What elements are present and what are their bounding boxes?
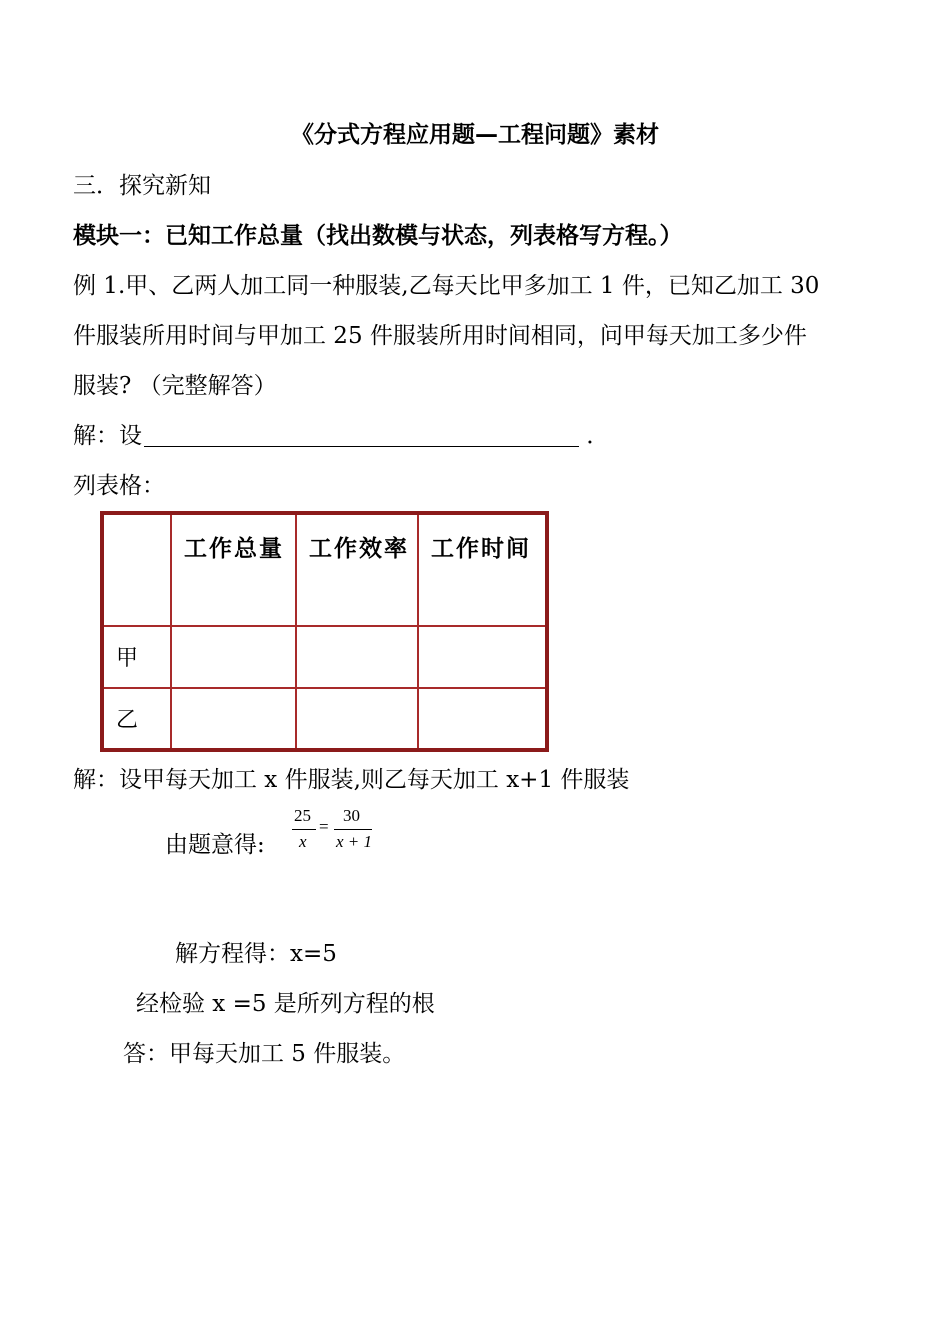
left-denominator: x: [299, 832, 307, 851]
solution-let: 解：设甲每天加工 x 件服装,则乙每天加工 x+1 件服装: [73, 767, 630, 793]
table-header-row: [102, 513, 547, 626]
table-cell[interactable]: [418, 626, 547, 688]
example-line-2: 件服装所用时间与甲加工 25 件服装所用时间相同，问甲每天加工多少件: [73, 323, 807, 349]
table-cell[interactable]: [296, 688, 418, 750]
right-fraction-bar: [334, 829, 372, 830]
setup-line: [73, 421, 609, 451]
by-problem-label: 由题意得:: [165, 832, 265, 858]
header-total-work: 工作总量: [171, 513, 296, 626]
header-corner-cell: [102, 513, 171, 626]
table-row: [102, 688, 547, 750]
page-title: 《分式方程应用题—工程问题》素材: [291, 122, 659, 148]
row-label-jia: 甲: [102, 626, 171, 688]
answer-blank[interactable]: [144, 424, 579, 447]
check-line: 经检验 x =5 是所列方程的根: [136, 991, 435, 1017]
example-line-1: 例 1.甲、乙两人加工同一种服装,乙每天比甲多加工 1 件，已知乙加工 30: [73, 273, 820, 299]
work-table: [100, 511, 549, 752]
table-label: 列表格：: [73, 473, 165, 499]
setup-prefix: 解：设: [73, 423, 142, 449]
answer-line: 答：甲每天加工 5 件服装。: [123, 1041, 406, 1067]
table-cell[interactable]: [296, 626, 418, 688]
row-label-yi: 乙: [102, 688, 171, 750]
example-line-3: 服装? （完整解答）: [73, 373, 277, 399]
header-work-time: 工作时间: [418, 513, 547, 626]
module-heading: 模块一：已知工作总量（找出数模与状态，列表格写方程。）: [73, 223, 683, 249]
table-cell[interactable]: [418, 688, 547, 750]
right-numerator: 30: [343, 806, 360, 825]
right-denominator: x + 1: [336, 832, 373, 851]
equals-sign: =: [319, 817, 329, 836]
equation: [290, 803, 380, 853]
section-heading: 三．探究新知: [73, 173, 211, 199]
left-numerator: 25: [294, 806, 311, 825]
setup-suffix: ．: [586, 423, 610, 449]
left-fraction-bar: [292, 829, 316, 830]
header-work-rate: 工作效率: [296, 513, 418, 626]
table-cell[interactable]: [171, 626, 296, 688]
table-row: [102, 626, 547, 688]
solve-line: 解方程得：x=5: [175, 941, 337, 967]
table-cell[interactable]: [171, 688, 296, 750]
